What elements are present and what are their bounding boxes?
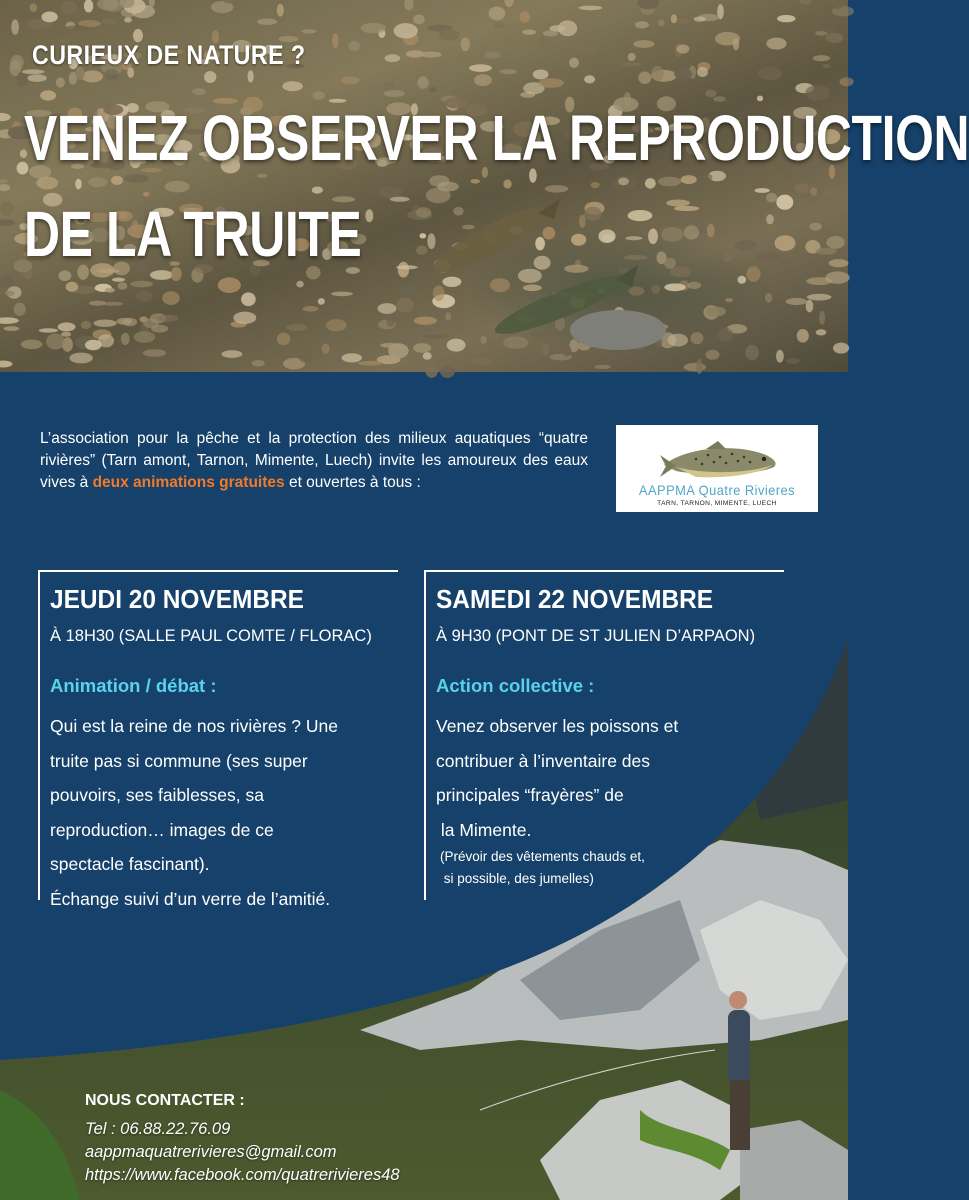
event-card-samedi — [424, 570, 784, 900]
event-description-line: spectacle fascinant). — [50, 854, 210, 874]
intro-highlight: deux animations gratuites — [92, 474, 285, 491]
event-note-line: si possible, des jumelles) — [440, 871, 594, 886]
event-description-line: reproduction… images de ce — [50, 819, 274, 840]
contact-phone[interactable]: Tel : 06.88.22.76.09 — [85, 1120, 231, 1138]
trout-logo-icon — [656, 437, 786, 485]
contact-email[interactable]: aappmaquatrerivieres@gmail.com — [85, 1143, 337, 1161]
intro-paragraph — [40, 428, 588, 494]
logo-name: AAPPMA Quatre Rivieres — [638, 482, 796, 498]
event-description-line: contribuer à l’inventaire des — [436, 750, 651, 771]
title-line-2: DE LA TRUITE — [24, 198, 362, 270]
event-card-jeudi — [38, 570, 398, 909]
aappma-logo — [616, 425, 818, 512]
event-description-line: truite pas si commune (ses super — [50, 750, 308, 771]
contact-facebook-link[interactable]: https://www.facebook.com/quatrerivieres48 — [85, 1166, 400, 1184]
event-description-line: pouvoirs, ses faiblesses, sa — [50, 785, 264, 805]
card-border-left — [424, 570, 426, 900]
event-description-line: Échange suivi d’un verre de l’amitié. — [50, 888, 331, 909]
event-description-line: Qui est la reine de nos rivières ? Une — [50, 716, 338, 736]
event-time-place: À 18H30 (SALLE PAUL COMTE / FLORAC) — [50, 627, 372, 645]
card-border-top — [424, 570, 784, 572]
intro-text-before: L’association pour la pêche et la protection des milieux aquatiques “quatre rivières” (Tarn amont, Tarnon, Mimente, Luech) invite les amoureux des eaux vives à — [40, 430, 588, 491]
intro-text-after: et ouvertes à tous : — [284, 474, 421, 491]
event-type: Animation / débat : — [50, 675, 217, 696]
event-description — [50, 709, 380, 916]
contact-block — [85, 1092, 400, 1187]
card-border-top — [38, 570, 398, 572]
event-date: JEUDI 20 NOVEMBRE — [50, 584, 304, 614]
event-type: Action collective : — [436, 675, 595, 696]
event-note — [440, 846, 645, 890]
title-line-1: VENEZ OBSERVER LA REPRODUCTION — [24, 102, 969, 174]
logo-subtitle: TARN, TARNON, MIMENTE, LUECH — [657, 500, 777, 507]
event-description — [436, 709, 766, 847]
event-date: SAMEDI 22 NOVEMBRE — [436, 584, 714, 614]
event-description-line: la Mimente. — [436, 819, 532, 840]
event-time-place: À 9H30 (PONT DE ST JULIEN D’ARPAON) — [436, 627, 756, 645]
event-note-line: (Prévoir des vêtements chauds et, — [440, 849, 645, 864]
event-description-line: principales “frayères” de — [436, 785, 624, 805]
card-border-left — [38, 570, 40, 900]
contact-label: NOUS CONTACTER : — [85, 1092, 245, 1109]
kicker-text: CURIEUX DE NATURE ? — [32, 40, 306, 70]
event-description-line: Venez observer les poissons et — [436, 716, 679, 736]
fisherman-figure — [728, 1010, 750, 1085]
